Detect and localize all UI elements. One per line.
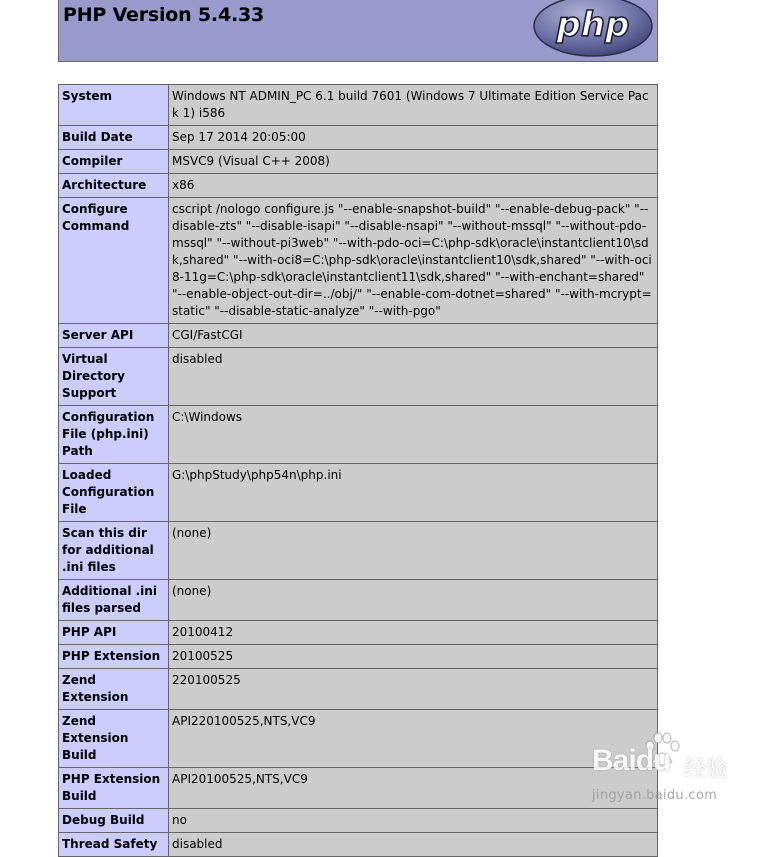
row-value: G:\phpStudy\php54n\php.ini bbox=[169, 464, 658, 522]
table-row bbox=[59, 464, 658, 522]
table-row bbox=[59, 324, 658, 348]
row-key: PHP API bbox=[59, 621, 169, 645]
row-value: disabled bbox=[169, 348, 658, 406]
row-key: Additional .ini files parsed bbox=[59, 580, 169, 621]
row-key: PHP Extension bbox=[59, 645, 169, 669]
row-key: Loaded Configuration File bbox=[59, 464, 169, 522]
table-row bbox=[59, 768, 658, 809]
row-value: (none) bbox=[169, 522, 658, 580]
row-key: Server API bbox=[59, 324, 169, 348]
page-header bbox=[58, 0, 658, 62]
table-row bbox=[59, 710, 658, 768]
table-row bbox=[59, 621, 658, 645]
table-row bbox=[59, 174, 658, 198]
row-value: Sep 17 2014 20:05:00 bbox=[169, 126, 658, 150]
row-value: CGI/FastCGI bbox=[169, 324, 658, 348]
row-key: System bbox=[59, 85, 169, 126]
table-row bbox=[59, 669, 658, 710]
table-row bbox=[59, 126, 658, 150]
row-value: no bbox=[169, 809, 658, 833]
row-value: API220100525,NTS,VC9 bbox=[169, 710, 658, 768]
row-key: Virtual Directory Support bbox=[59, 348, 169, 406]
table-row bbox=[59, 348, 658, 406]
row-value: 20100525 bbox=[169, 645, 658, 669]
row-value: (none) bbox=[169, 580, 658, 621]
row-key: PHP Extension Build bbox=[59, 768, 169, 809]
watermark-url: jingyan.baidu.com bbox=[592, 788, 718, 803]
svg-text:php: php bbox=[556, 5, 630, 45]
table-row bbox=[59, 150, 658, 174]
info-table bbox=[58, 84, 658, 857]
table-row bbox=[59, 645, 658, 669]
php-logo-icon bbox=[532, 0, 654, 58]
watermark-brand: Baidu bbox=[592, 744, 671, 777]
row-key: Thread Safety bbox=[59, 833, 169, 857]
row-key: Compiler bbox=[59, 150, 169, 174]
row-value: x86 bbox=[169, 174, 658, 198]
row-key: Scan this dir for additional .ini files bbox=[59, 522, 169, 580]
table-row bbox=[59, 85, 658, 126]
baidu-watermark bbox=[592, 730, 767, 814]
row-key: Build Date bbox=[59, 126, 169, 150]
row-value: cscript /nologo configure.js "--enable-snapshot-build" "--enable-debug-pack" "--disable-zts" "--disable-isapi" "--disable-nsapi" "--without-mssql" "--without-pdo-mssql" "--without-pi3web" "--with-pdo-oci=C:\php-sdk\oracle\instantclient10\sdk,shared" "--with-oci8=C:\php-sdk\oracle\instantclient10\sdk,shared" "--with-oci8-11g=C:\php-sdk\oracle\instantclient11\sdk,shared" "--with-enchant=shared" "--enable-object-out-dir=../obj/" "--enable-com-dotnet=shared" "--with-mcrypt=static" "--disable-static-analyze" "--with-pgo" bbox=[169, 198, 658, 324]
row-value: MSVC9 (Visual C++ 2008) bbox=[169, 150, 658, 174]
row-value: disabled bbox=[169, 833, 658, 857]
table-row bbox=[59, 809, 658, 833]
row-value: C:\Windows bbox=[169, 406, 658, 464]
watermark-brand-suffix: 经验 bbox=[684, 757, 729, 782]
row-key: Configure Command bbox=[59, 198, 169, 324]
table-row bbox=[59, 198, 658, 324]
row-value: API20100525,NTS,VC9 bbox=[169, 768, 658, 809]
page-title: PHP Version 5.4.33 bbox=[63, 4, 265, 26]
table-row bbox=[59, 833, 658, 857]
row-key: Zend Extension Build bbox=[59, 710, 169, 768]
row-key: Architecture bbox=[59, 174, 169, 198]
row-value: 20100412 bbox=[169, 621, 658, 645]
table-row bbox=[59, 406, 658, 464]
row-value: 220100525 bbox=[169, 669, 658, 710]
row-key: Debug Build bbox=[59, 809, 169, 833]
row-key: Configuration File (php.ini) Path bbox=[59, 406, 169, 464]
table-row bbox=[59, 522, 658, 580]
row-key: Zend Extension bbox=[59, 669, 169, 710]
row-value: Windows NT ADMIN_PC 6.1 build 7601 (Windows 7 Ultimate Edition Service Pack 1) i586 bbox=[169, 85, 658, 126]
table-row bbox=[59, 580, 658, 621]
